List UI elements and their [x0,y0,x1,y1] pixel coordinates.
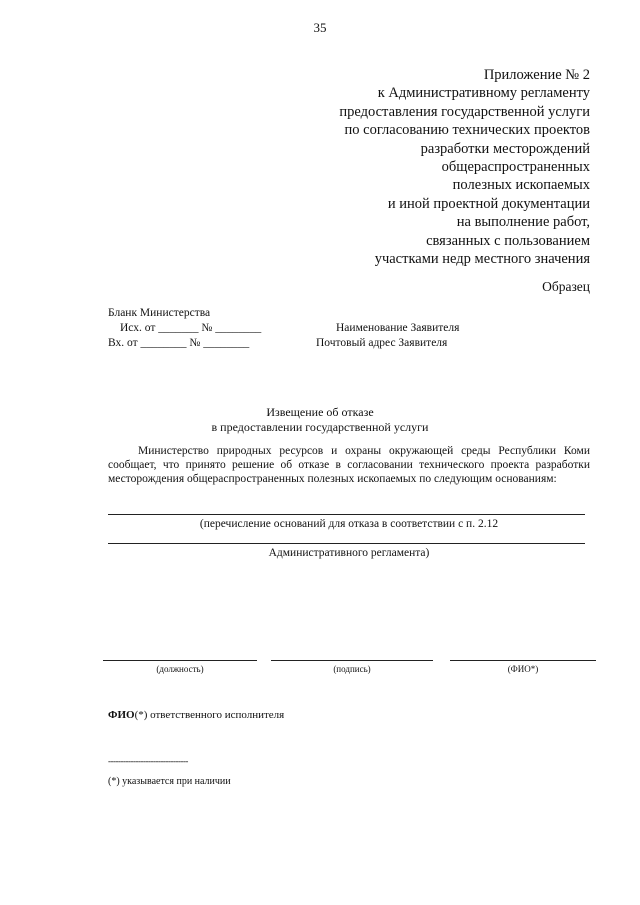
appendix-line: предоставления государственной услуги [339,103,590,120]
appendix-line: по согласованию технических проектов [344,122,590,139]
executor-bold: ФИО [108,709,135,721]
appendix-line: и иной проектной документации [387,195,590,212]
notice-body [108,444,590,486]
grounds-line [108,514,585,515]
grounds-caption: (перечисление оснований для отказа в соответствии с п. 2.12 [199,518,499,530]
grounds-line [108,543,585,544]
notice-title-line: Извещение об отказе [266,405,374,419]
footnote: (*) указывается при наличии [108,776,231,787]
applicant-name: Наименование Заявителя [336,322,460,334]
grounds-caption: Административного регламента) [268,547,430,559]
appendix-line: на выполнение работ, [456,214,590,231]
appendix-line: к Административному регламенту [377,85,590,102]
appendix-line: связанных с пользованием [426,232,590,249]
incoming-number: Вх. от ________ № ________ [108,337,250,349]
appendix-line: разработки месторождений [420,140,590,157]
notice-title [0,405,640,435]
executor-text: (*) ответственного исполнителя [134,709,285,721]
signature-line [271,660,433,661]
ministry-form-label: Бланк Министерства [108,307,211,319]
sample-label: Образец [542,279,590,294]
applicant-address: Почтовый адрес Заявителя [316,337,448,349]
fio-label: (ФИО*) [507,664,539,674]
notice-subtitle-line: в предоставлении государственной услуги [211,420,429,434]
outgoing-number: Исх. от _______ № ________ [120,322,262,334]
page-number: 35 [313,20,327,35]
signature-label: (подпись) [333,664,371,674]
position-label: (должность) [156,664,204,674]
appendix-line: общераспространенных [441,159,590,176]
appendix-line: участками недр местного значения [374,251,590,268]
appendix-line: Приложение № 2 [483,67,590,83]
notice-body-text: Министерство природных ресурсов и охраны окружающей среды Республики Коми сообщает, что принято решение об отказе в согласовании технического проекта разработки месторождения общераспространенных полезных ископаемых по следующим основаниям: [108,445,590,485]
appendix-line: полезных ископаемых [452,177,590,194]
signature-line [103,660,257,661]
signature-line [450,660,596,661]
appendix-header [339,66,590,268]
footnote-separator: -------------------------------- [108,756,188,766]
executor-line [108,709,284,721]
